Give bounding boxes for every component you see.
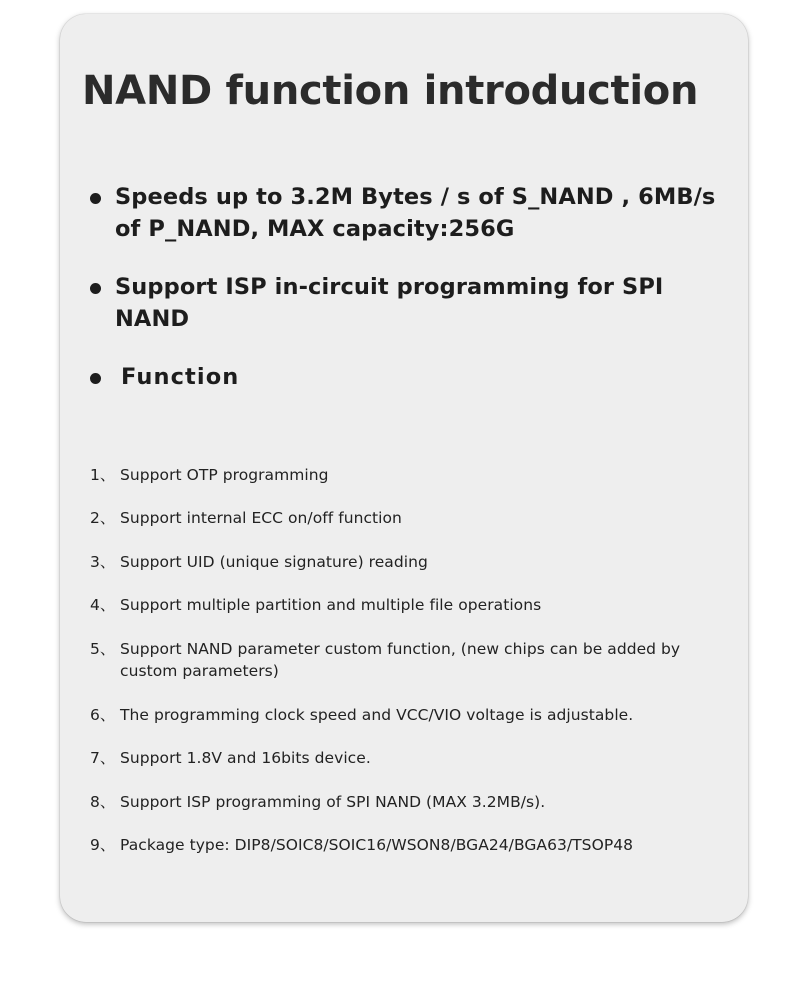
list-item bbox=[90, 704, 726, 726]
list-item bbox=[90, 594, 726, 616]
highlight-item bbox=[90, 272, 720, 336]
list-item-label: Support 1.8V and 16bits device. bbox=[120, 749, 371, 768]
highlight-item bbox=[90, 182, 720, 246]
bullet-dot-icon bbox=[90, 373, 101, 384]
list-item-label: The programming clock speed and VCC/VIO voltage is adjustable. bbox=[120, 705, 634, 724]
list-item-index: 6、 bbox=[90, 705, 116, 724]
list-item-label: Support UID (unique signature) reading bbox=[120, 552, 428, 571]
list-item bbox=[90, 834, 726, 856]
highlight-list bbox=[90, 182, 720, 408]
list-item bbox=[90, 747, 726, 769]
page-title: NAND function introduction bbox=[82, 68, 699, 114]
list-item-label: Package type: DIP8/SOIC8/SOIC16/WSON8/BGA24/BGA63/TSOP48 bbox=[120, 836, 634, 855]
bullet-dot-icon bbox=[90, 193, 101, 204]
highlight-text: Function bbox=[121, 363, 240, 390]
list-item bbox=[90, 638, 726, 683]
highlight-text: Support ISP in-circuit programming for SPI NAND bbox=[115, 273, 664, 332]
nand-info-card bbox=[60, 14, 748, 922]
bullet-dot-icon bbox=[90, 283, 101, 294]
list-item-label: Support OTP programming bbox=[120, 466, 329, 484]
list-item-index: 5、 bbox=[90, 639, 116, 658]
list-item-label: Support internal ECC on/off function bbox=[120, 509, 402, 528]
list-item-label: Support ISP programming of SPI NAND (MAX 3.2MB/s). bbox=[120, 792, 546, 811]
list-item-label: Support NAND parameter custom function, (new chips can be added by custom parameters) bbox=[120, 639, 681, 681]
highlight-text: Speeds up to 3.2M Bytes / s of S_NAND , 6MB/s of P_NAND, MAX capacity:256G bbox=[115, 184, 716, 242]
list-item-index: 1、 bbox=[90, 466, 116, 484]
list-item-index: 8、 bbox=[90, 792, 116, 811]
feature-list bbox=[90, 464, 726, 878]
list-item-index: 3、 bbox=[90, 552, 116, 571]
list-item bbox=[90, 507, 726, 529]
list-item-index: 7、 bbox=[90, 749, 116, 768]
list-item-index: 9、 bbox=[90, 836, 116, 855]
list-item-index: 2、 bbox=[90, 509, 116, 528]
list-item bbox=[90, 551, 726, 573]
list-item bbox=[90, 791, 726, 813]
highlight-item bbox=[90, 362, 720, 394]
list-item bbox=[90, 464, 726, 486]
list-item-index: 4、 bbox=[90, 596, 116, 615]
list-item-label: Support multiple partition and multiple file operations bbox=[120, 596, 542, 615]
